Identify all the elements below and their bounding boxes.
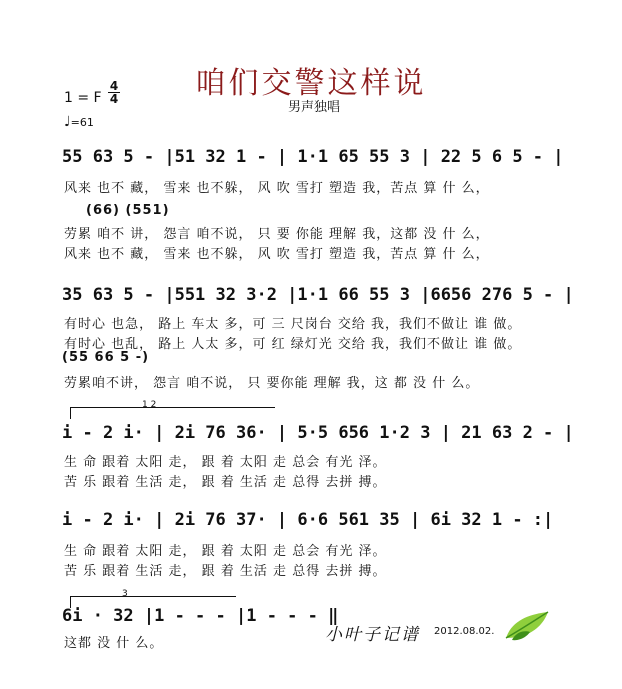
- transcriber-signature: 小叶子记谱: [325, 625, 420, 645]
- score-row-2-lyric-3: 劳累咱不讲， 怨言 咱不说， 只 要你能 理解 我，这 都 没 什 么。: [64, 376, 480, 391]
- song-title: 咱们交警这样说: [195, 66, 427, 101]
- score-row-2-notes: 35 63 5 - |551 32 3·2 |1·1 66 55 3 |6656 276 5 - |: [62, 285, 574, 305]
- volta-label-3: 3: [122, 589, 128, 599]
- score-row-1-alt-notes: (66) (551): [86, 203, 170, 218]
- score-row-1-lyric-2: 劳累 咱不 讲， 怨言 咱不说， 只 要 你能 理解 我，这都 没 什 么，: [64, 227, 490, 242]
- score-row-2-lyric-2: 有时心 也乱， 路上 人太 多，可 红 绿灯光 交给 我，我们不做让 谁 做。: [64, 337, 522, 352]
- time-signature-bottom: 4: [109, 92, 119, 106]
- score-row-2-lyric-1: 有时心 也急， 路上 车太 多，可 三 尺岗台 交给 我，我们不做让 谁 做。: [64, 317, 522, 332]
- score-row-3-lyric-2: 苦 乐 跟着 生活 走， 跟 着 生活 走 总得 去拼 搏。: [64, 475, 387, 490]
- transcription-date: 2012.08.02.: [434, 626, 495, 637]
- score-row-2-alt-notes: (55 66 5 -): [62, 350, 150, 365]
- score-row-3-lyric-1: 生 命 跟着 太阳 走， 跟 着 太阳 走 总会 有光 泽。: [64, 455, 387, 470]
- quarter-note-icon: ♩: [64, 114, 71, 130]
- score-row-1-notes: 55 63 5 - |51 32 1 - | 1·1 65 55 3 | 22 5 6 5 - |: [62, 147, 564, 167]
- volta-bracket-1-left: [70, 407, 71, 419]
- time-signature: [108, 80, 120, 105]
- time-signature-top: 4: [109, 79, 119, 93]
- volta-bracket-3: [70, 596, 236, 597]
- score-row-1-lyric-3: 风来 也不 藏， 雪来 也不躲， 风 吹 雪打 塑造 我，苦点 算 什 么，: [64, 247, 490, 262]
- score-row-3-notes: i - 2 i· | 2i 76 36· | 5·5 656 1·2 3 | 21 63 2 - |: [62, 423, 574, 443]
- volta-bracket-1: [70, 407, 275, 408]
- score-row-1-lyric-1: 风来 也不 藏， 雪来 也不躲， 风 吹 雪打 塑造 我，苦点 算 什 么，: [64, 181, 490, 196]
- score-row-4-lyric-2: 苦 乐 跟着 生活 走， 跟 着 生活 走 总得 去拼 搏。: [64, 564, 387, 579]
- tempo-marking: [64, 114, 94, 130]
- tea-leaf-icon: [502, 608, 552, 646]
- key-signature: 1 = F: [64, 90, 102, 106]
- score-row-5-notes: 6i · 32 |1 - - - |1 - - - ‖: [62, 606, 339, 626]
- tempo-value: =61: [70, 116, 94, 129]
- score-row-4-lyric-1: 生 命 跟着 太阳 走， 跟 着 太阳 走 总会 有光 泽。: [64, 544, 387, 559]
- volta-label-1: 1 2: [142, 400, 157, 410]
- score-row-5-lyric-1: 这都 没 什 么。: [64, 636, 164, 651]
- song-subtitle: 男声独唱: [288, 100, 341, 115]
- score-row-4-notes: i - 2 i· | 2i 76 37· | 6·6 561 35 | 6i 32 1 - :|: [62, 510, 554, 530]
